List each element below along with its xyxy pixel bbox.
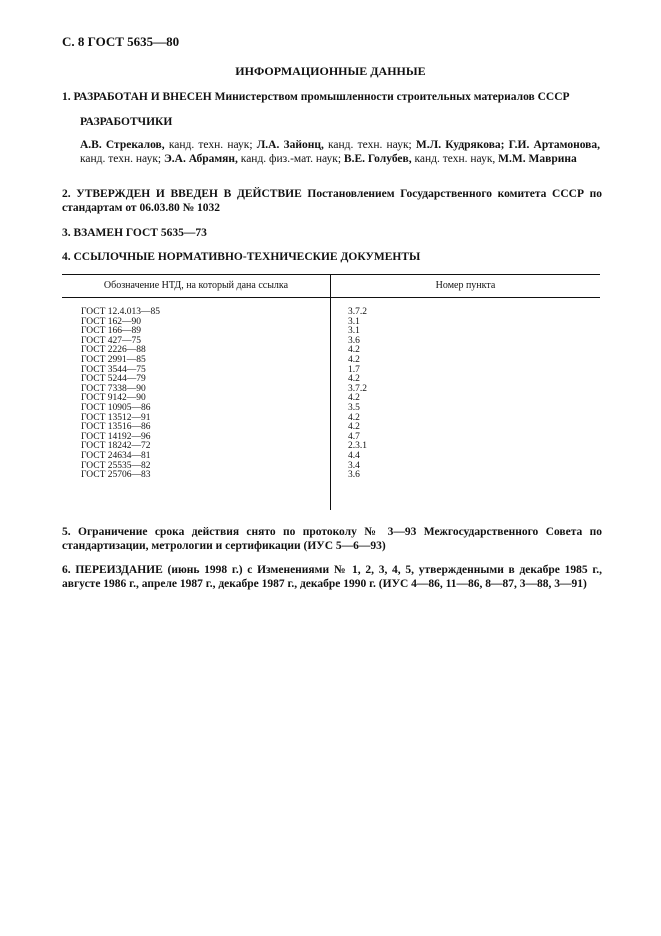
ntd-designation: ГОСТ 10905—86 [81, 402, 151, 413]
references-table [62, 274, 600, 514]
ntd-designation: ГОСТ 2226—88 [81, 345, 146, 356]
ntd-designation: ГОСТ 18242—72 [81, 441, 151, 452]
ntd-designation: ГОСТ 162—90 [81, 316, 141, 327]
clause-number: 3.1 [348, 316, 360, 327]
section-text: Министерством промышленности строительных материалов СССР [214, 91, 570, 103]
section-heading: УТВЕРЖДЕН И ВВЕДЕН В ДЕЙСТВИЕ [76, 188, 302, 200]
clause-number: 3.1 [348, 326, 360, 337]
developer-name: А.В. Стрекалов, [80, 139, 165, 151]
ntd-designation: ГОСТ 427—75 [81, 335, 141, 346]
developer-degree: канд. техн. наук; [328, 139, 412, 151]
table-row [62, 318, 600, 328]
developer-degree: канд. физ.-мат. наук; [240, 153, 342, 165]
ntd-designation: ГОСТ 25535—82 [81, 460, 151, 471]
section-5 [62, 525, 602, 553]
section-text: Постановлением Государственного комитета СССР по стандартам от 06.03.80 № 1032 [62, 188, 602, 214]
clause-number: 4.2 [348, 422, 360, 433]
clause-number: 4.7 [348, 431, 360, 442]
developer-degree: канд. техн. наук; [168, 139, 253, 151]
developer-degree: канд. техн. наук, [414, 153, 496, 165]
section-number: 2. [62, 188, 71, 200]
section-heading: ССЫЛОЧНЫЕ НОРМАТИВНО-ТЕХНИЧЕСКИЕ ДОКУМЕНТЫ [73, 251, 421, 263]
table-row [62, 471, 600, 481]
section-number: 3. [62, 227, 71, 239]
section-number: 5. [62, 526, 71, 538]
table-rows [62, 308, 600, 481]
table-row [62, 308, 600, 318]
section-2 [62, 187, 602, 215]
clause-number: 1.7 [348, 364, 360, 375]
ntd-designation: ГОСТ 166—89 [81, 326, 141, 337]
clause-number: 4.2 [348, 354, 360, 365]
ntd-designation: ГОСТ 2991—85 [81, 354, 146, 365]
ntd-designation: ГОСТ 3544—75 [81, 364, 146, 375]
ntd-designation: ГОСТ 12.4.013—85 [81, 307, 160, 317]
section-3 [62, 226, 602, 240]
ntd-designation: ГОСТ 5244—79 [81, 374, 146, 385]
developer-name: М.М. Маврина [498, 153, 577, 165]
table-body [62, 298, 600, 514]
clause-number: 3.7.2 [348, 307, 367, 317]
section-6 [62, 563, 602, 591]
clause-number: 3.6 [348, 470, 360, 481]
section-heading: РАЗРАБОТАН И ВНЕСЕН [73, 91, 212, 103]
clause-number: 3.6 [348, 335, 360, 346]
section-number: 1. [62, 91, 71, 103]
developer-degree: канд. техн. наук; [80, 153, 162, 165]
clause-number: 3.4 [348, 460, 360, 471]
column-header-designation: Обозначение НТД, на который дана ссылка [103, 280, 289, 291]
developers-list [80, 138, 600, 166]
clause-number: 4.2 [348, 345, 360, 356]
section-text: (июнь 1998 г.) с Изменениями № 1, 2, 3, 4, 5, утвержденными в декабре 1985 г., августе 1986 г., апреле 1987 г., декабре 1987 г., декабре 1990 г. (ИУС 4—86, 11—86, 8—87, 3—88, 3—91) [62, 564, 602, 590]
table-header [62, 274, 600, 298]
clause-number: 3.5 [348, 402, 360, 413]
developer-name: Э.А. Абрамян, [164, 153, 238, 165]
developer-name: Л.А. Зайонц, [256, 139, 324, 151]
page-header: С. 8 ГОСТ 5635—80 [62, 34, 180, 49]
ntd-designation: ГОСТ 7338—90 [81, 383, 146, 394]
section-number: 6. [62, 564, 71, 576]
ntd-designation: ГОСТ 25706—83 [81, 470, 151, 481]
ntd-designation: ГОСТ 14192—96 [81, 431, 151, 442]
column-header-clause: Номер пункта [435, 280, 496, 291]
clause-number: 3.7.2 [348, 383, 367, 394]
table-row [62, 327, 600, 337]
section-1 [62, 90, 602, 104]
developers-title: РАЗРАБОТЧИКИ [80, 116, 173, 128]
ntd-designation: ГОСТ 13512—91 [81, 412, 151, 423]
section-text: Ограничение срока действия снято по протоколу № 3—93 Межгосударственного Совета по стандартизации, метрологии и сертификации (ИУС 5—6—93) [62, 526, 603, 552]
clause-number: 2.3.1 [348, 441, 367, 452]
section-heading: ВЗАМЕН ГОСТ 5635—73 [73, 227, 207, 239]
clause-number: 4.2 [348, 412, 360, 423]
clause-number: 4.4 [348, 450, 360, 461]
clause-number: 4.2 [348, 374, 360, 385]
clause-number: 4.2 [348, 393, 360, 404]
developer-name: М.Л. Кудрякова; Г.И. Артамонова, [415, 139, 600, 151]
ntd-designation: ГОСТ 9142—90 [81, 393, 146, 404]
ntd-designation: ГОСТ 13516—86 [81, 422, 151, 433]
page-title: ИНФОРМАЦИОННЫЕ ДАННЫЕ [235, 64, 426, 78]
section-number: 4. [62, 251, 71, 263]
ntd-designation: ГОСТ 24634—81 [81, 450, 151, 461]
section-heading: ПЕРЕИЗДАНИЕ [75, 564, 163, 576]
section-4 [62, 250, 602, 264]
developer-name: В.Е. Голубев, [343, 153, 412, 165]
